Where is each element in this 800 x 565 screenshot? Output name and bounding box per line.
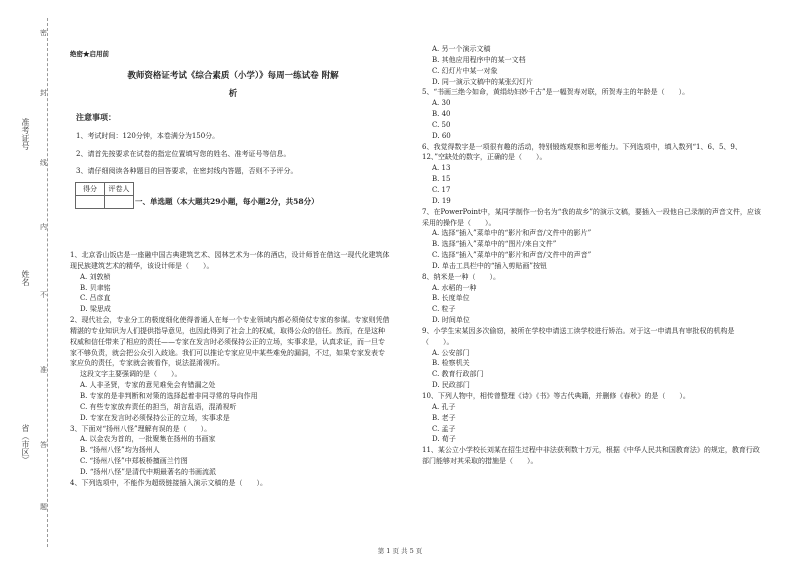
answer-option: D. 单击工具栏中的“插入剪贴画”按钮 [432, 261, 547, 270]
question-text: 8、纳米是一种（ ）。 [422, 272, 500, 281]
question-block [422, 44, 762, 87]
binding-mark: 封 [40, 89, 47, 97]
answer-option: B. 检察机关 [432, 359, 470, 368]
exam-title-line1: 教师资格证考试《综合素质（小学）》每周一练试卷 附解 [127, 71, 339, 81]
answer-option: C. 50 [432, 120, 451, 129]
exam-title [88, 68, 378, 104]
answer-option: C. 选择“插入”菜单中的“影片和声音/文件中的声音” [432, 251, 592, 260]
answer-option: D. “扬州八怪”是清代中期最著名的书画流派 [80, 467, 216, 476]
question-block [422, 87, 762, 141]
binding-mark: 线 [40, 159, 47, 167]
page-footer: 第 1 页 共 5 页 [377, 547, 423, 555]
answer-option: A. 13 [432, 164, 451, 173]
question-block [70, 250, 390, 315]
notice-item: 2、请首先按要求在试卷的指定位置填写您的姓名、准考证号等信息。 [76, 149, 291, 158]
question-text: 4、下列选项中，不能作为超级链接插入演示文稿的是（ ）。 [70, 478, 267, 487]
binding-margin [0, 0, 60, 565]
answer-option: A. 人非圣贤，专家的意见难免会有错漏之处 [80, 381, 216, 390]
question-block [422, 326, 762, 391]
answer-option: D. 梁思成 [80, 305, 111, 314]
answer-option: D. 荀子 [432, 435, 456, 444]
answer-option: C. 幻灯片中某一对象 [432, 66, 498, 75]
region-label: 省（市区） [21, 424, 30, 464]
question-block [422, 272, 762, 326]
answer-option: D. 19 [432, 196, 451, 205]
binding-mark: 答 [40, 441, 47, 449]
question-text: 5、“书画三绝今如命，黄绢幼妇妙千古”是一幅贺寿对联，所贺寿主的年龄是（ ）。 [422, 88, 690, 97]
binding-mark: 内 [40, 223, 47, 231]
question-block [422, 207, 762, 272]
answer-option: D. 同一演示文稿中的某张幻灯片 [432, 77, 533, 86]
grader-cell [105, 196, 134, 209]
notice-item: 3、请仔细阅读各种题目的回答要求，在密封线内答题，否则不予评分。 [76, 167, 298, 175]
score-cell [76, 196, 105, 209]
question-text: 6、我觉得数字是一项很有趣的活动，特别锻炼观察和思考能力。下列选项中，填入数列“1、6、5、9、12、”空缺处的数字，正确的是（ ）。 [422, 142, 742, 162]
binding-mark: 密 [40, 29, 47, 37]
answer-option: C. 粒子 [432, 305, 456, 314]
question-text: 3、下面对“扬州八怪”理解有误的是（ ）。 [70, 424, 212, 433]
question-block [70, 424, 390, 478]
secret-tag: 绝密★启用前 [70, 50, 109, 58]
question-text: 2、现代社会，专业分工的极度细化使得普通人在每一个专业领域内都必须倚仗专家的参谋。专家则凭借精湛的专业知识为人们提供指导意见，也因此得到了社会上的权威，取得公众的信任。然而，在是这种权威和信任带来了相应的责任——专家在发言时必须保持公正的立场，实事求是，认真求证，而一旦专家不够负责，就会把公众引入歧途。我们可以推论专家应见中某些难免的漏洞，不过，如果专家发表专家应负的责任，专家就会被看作，说法混淆视听。 [70, 316, 390, 368]
answer-option: A. 以金农为首的，一批聚集在扬州的书画家 [80, 435, 216, 444]
exam-number-label: 准考证号 [21, 118, 30, 150]
answer-option: 这段文字主要强调的是（ ）。 [80, 370, 182, 379]
left-question-column [70, 250, 390, 489]
answer-option: B. 专家的是非判断和对策的选择起着非同寻常的导向作用 [80, 391, 258, 400]
right-question-column [422, 44, 762, 467]
notice-heading: 注意事项： [76, 112, 116, 122]
question-block [422, 142, 762, 207]
answer-option: B. 选择“插入”菜单中的“图片/来自文件” [432, 240, 557, 249]
answer-option: C. 有些专家放弃责任的担当，胡言乱语，混淆视听 [80, 402, 237, 411]
answer-option: A. 另一个演示文稿 [432, 45, 491, 53]
question-block [70, 478, 390, 489]
answer-option: B. 15 [432, 175, 451, 184]
question-text: 9、小学生宋某因多次偷窃，被所在学校申请送工读学校进行矫治。对于这一申请具有审批权的机构是（ ）。 [422, 326, 735, 346]
answer-option: B. 长度单位 [432, 294, 470, 303]
answer-option: C. 教育行政部门 [432, 370, 484, 379]
answer-option: B. 贝聿铭 [80, 283, 111, 292]
question-text: 1、北京香山饭店是一座融中国古典建筑艺术、园林艺术为一体的酒店，设计师旨在借这一现代化建筑体现民族建筑艺术的精华，该设计师是（ ）。 [70, 251, 390, 270]
question-text: 7、在PowerPoint中，某同学制作一份名为“我的故乡”的演示文稿，要插入一段他自己录制的声音文件，应该采用的操作是（ ）。 [422, 207, 761, 227]
section-title: 一、单选题（本大题共29小题，每小题2分，共58分） [135, 197, 319, 206]
answer-option: D. 时间单位 [432, 316, 470, 325]
answer-option: C. 17 [432, 185, 451, 194]
answer-option: C. 孟子 [432, 424, 456, 433]
answer-option: B. 老子 [432, 413, 456, 422]
answer-option: A. 刘敦桢 [80, 272, 111, 281]
answer-option: C. “扬州八怪”中郑板桥擅画兰竹图 [80, 457, 188, 466]
question-text: 11、某公立小学校长刘某在招生过程中非法获利数十万元，根据《中华人民共和国教育法》的规定，教育行政部门能够对其采取的措施是（ ）。 [422, 446, 760, 466]
answer-option: A. 孔子 [432, 402, 456, 411]
answer-option: B. “扬州八怪”均为扬州人 [80, 446, 160, 455]
answer-option: A. 水稻的一种 [432, 283, 477, 292]
exam-title-line2: 析 [228, 88, 238, 99]
answer-option: C. 吕彦直 [80, 294, 111, 303]
answer-option: B. 40 [432, 110, 451, 119]
answer-option: D. 60 [432, 131, 451, 140]
binding-mark: 不 [40, 291, 47, 299]
answer-option: D. 民政部门 [432, 381, 470, 390]
binding-mark: 题 [40, 503, 47, 511]
answer-option: B. 其他应用程序中的某一文档 [432, 55, 526, 64]
answer-option: A. 公安部门 [432, 348, 470, 357]
question-block [422, 445, 762, 467]
notice-list [76, 128, 386, 181]
answer-option: D. 专家在发言时必须保持公正的立场，实事求是 [80, 413, 230, 422]
grader-label: 评卷人 [105, 183, 134, 196]
score-label: 得分 [76, 183, 105, 196]
answer-option: A. 选择“插入”菜单中的“影片和声音/文件中的影片” [432, 229, 592, 238]
question-block [70, 315, 390, 423]
answer-option: A. 30 [432, 99, 451, 108]
seal-line [47, 18, 48, 547]
notice-item: 1、考试时间：120分钟，本卷满分为150分。 [76, 132, 220, 140]
question-block [422, 391, 762, 445]
score-box [75, 182, 134, 209]
question-text: 10、下列人物中，相传曾整理《诗》《书》等古代典籍，并删修《春秋》的是（ ）。 [422, 392, 690, 400]
binding-mark: 准 [40, 366, 47, 374]
name-label: 姓名 [21, 270, 30, 286]
